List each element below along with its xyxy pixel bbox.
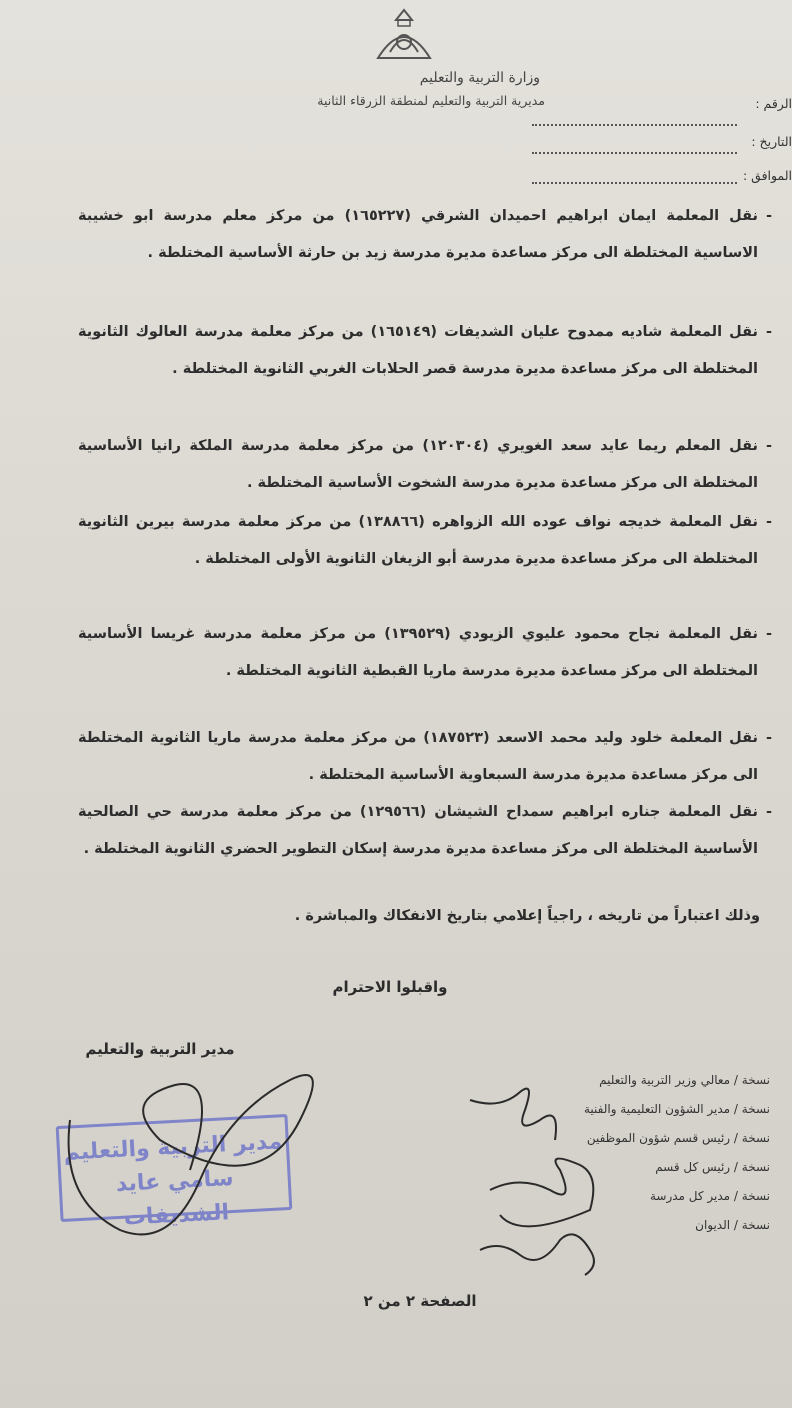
transfer-item-text: نقل المعلمة خلود وليد محمد الاسعد (١٨٧٥٢٣) من مركز معلمة مدرسة ماريا الثانوية المختلطة الى مركز مساعدة مديرة مدرسة السبعاوية الأساسية المختلطة . bbox=[78, 730, 759, 783]
transfer-item: - نقل المعلم ريما عايد سعد الغويري (١٢٠٣٠٤) من مركز معلمة مدرسة الملكة رانيا الأساسية المختلطة الى مركز مساعدة مديرة مدرسة الشخوت الأساسية المختلطة . bbox=[78, 438, 772, 491]
copy-line: نسخة / مدير كل مدرسة bbox=[649, 1189, 770, 1203]
closing-statement: وذلك اعتباراً من تاريخه ، راجياً إعلامي بتاريخ الانفكاك والمباشرة . bbox=[294, 908, 760, 924]
transfer-item: - نقل المعلمة نجاح محمود عليوي الزيودي (١٣٩٥٢٩) من مركز معلمة مدرسة غريسا الأساسية المختلطة الى مركز مساعدة مديرة مدرسة ماريا القبطية الثانوية المختلطة . bbox=[78, 626, 772, 679]
corresponding-label: الموافق : bbox=[742, 168, 792, 183]
copy-line: نسخة / رئيس كل قسم bbox=[655, 1160, 770, 1174]
copy-line: نسخة / الديوان bbox=[695, 1218, 770, 1232]
director-title: مدير التربية والتعليم bbox=[85, 1040, 235, 1058]
transfer-item-text: نقل المعلمة ايمان ابراهيم احميدان الشرقي (١٦٥٢٢٧) من مركز معلم مدرسة ابو خشيبة الاساسية المختلطة الى مركز مساعدة مديرة مدرسة زيد بن حارثة الأساسية المختلطة . bbox=[78, 208, 758, 261]
transfer-item-text: نقل المعلم ريما عايد سعد الغويري (١٢٠٣٠٤) من مركز معلمة مدرسة الملكة رانيا الأساسية المختلطة الى مركز مساعدة مديرة مدرسة الشخوت الأساسية المختلطة . bbox=[78, 438, 758, 491]
date-label: التاريخ : bbox=[751, 134, 792, 149]
copy-line: نسخة / رئيس قسم شؤون الموظفين bbox=[586, 1131, 770, 1145]
initials-scribble-2 bbox=[490, 1159, 593, 1227]
director-signature-scribble bbox=[69, 1075, 313, 1234]
stamp-name: سامي عايد الشديفات bbox=[115, 1165, 235, 1231]
transfer-item: - نقل المعلمة خلود وليد محمد الاسعد (١٨٧٥٢٣) من مركز معلمة مدرسة ماريا الثانوية المختلطة الى مركز مساعدة مديرة مدرسة السبعاوية الأساسية المختلطة . bbox=[78, 730, 772, 783]
ministry-name: وزارة التربية والتعليم bbox=[419, 70, 540, 86]
transfer-item-text: نقل المعلمة جناره ابراهيم سمداح الشيشان (١٢٩٥٦٦) من مركز معلمة مدرسة حي الصالحية الأساسية المختلطة الى مركز مساعدة مديرة مدرسة إسكان التطوير الحضري الثانوية المختلطة . bbox=[78, 804, 758, 857]
transfer-item-text: نقل المعلمة نجاح محمود عليوي الزيودي (١٣٩٥٢٩) من مركز معلمة مدرسة غريسا الأساسية المختلطة الى مركز مساعدة مديرة مدرسة ماريا القبطية الثانوية المختلطة . bbox=[78, 626, 758, 679]
transfer-item: - نقل المعلمة جناره ابراهيم سمداح الشيشان (١٢٩٥٦٦) من مركز معلمة مدرسة حي الصالحية الأساسية المختلطة الى مركز مساعدة مديرة مدرسة إسكان التطوير الحضري الثانوية المختلطة . bbox=[78, 804, 772, 857]
page-number: الصفحة ٢ من ٢ bbox=[363, 1292, 477, 1310]
transfer-item-text: نقل المعلمة شاديه ممدوح عليان الشديفات (١٦٥١٤٩) من مركز معلمة مدرسة العالوك الثانوية المختلطة الى مركز مساعدة مديرة مدرسة قصر الحلابات الغربي الثانوية المختلطة . bbox=[78, 324, 758, 377]
initials-scribble-3 bbox=[480, 1234, 594, 1275]
copy-line: نسخة / معالي وزير التربية والتعليم bbox=[599, 1073, 770, 1087]
number-label: الرقم : bbox=[755, 96, 792, 111]
closing-regards: واقبلوا الاحترام bbox=[332, 978, 448, 996]
transfer-item-text: نقل المعلمة خديجه نواف عوده الله الزواهره (١٣٨٨٦٦) من مركز معلمة مدرسة بيرين الثانوية المختلطة الى مركز مساعدة مديرة مدرسة أبو الزيغان الثانوية الأولى المختلطة . bbox=[78, 514, 758, 567]
initials-scribble-1 bbox=[470, 1089, 556, 1140]
copy-line: نسخة / مدير الشؤون التعليمية والفنية bbox=[583, 1102, 770, 1116]
directorate-name: مديرية التربية والتعليم لمنطقة الزرقاء الثانية bbox=[317, 93, 545, 108]
stamp-title: مدير التربية والتعليم bbox=[63, 1129, 283, 1166]
transfer-item: - نقل المعلمة ايمان ابراهيم احميدان الشرقي (١٦٥٢٢٧) من مركز معلم مدرسة ابو خشيبة الاساسية المختلطة الى مركز مساعدة مديرة مدرسة زيد بن حارثة الأساسية المختلطة . bbox=[78, 208, 772, 261]
transfer-item: - نقل المعلمة شاديه ممدوح عليان الشديفات (١٦٥١٤٩) من مركز معلمة مدرسة العالوك الثانوية المختلطة الى مركز مساعدة مديرة مدرسة قصر الحلابات الغربي الثانوية المختلطة . bbox=[78, 324, 772, 377]
transfer-item: - نقل المعلمة خديجه نواف عوده الله الزواهره (١٣٨٨٦٦) من مركز معلمة مدرسة بيرين الثانوية المختلطة الى مركز مساعدة مديرة مدرسة أبو الزيغان الثانوية الأولى المختلطة . bbox=[78, 514, 772, 567]
